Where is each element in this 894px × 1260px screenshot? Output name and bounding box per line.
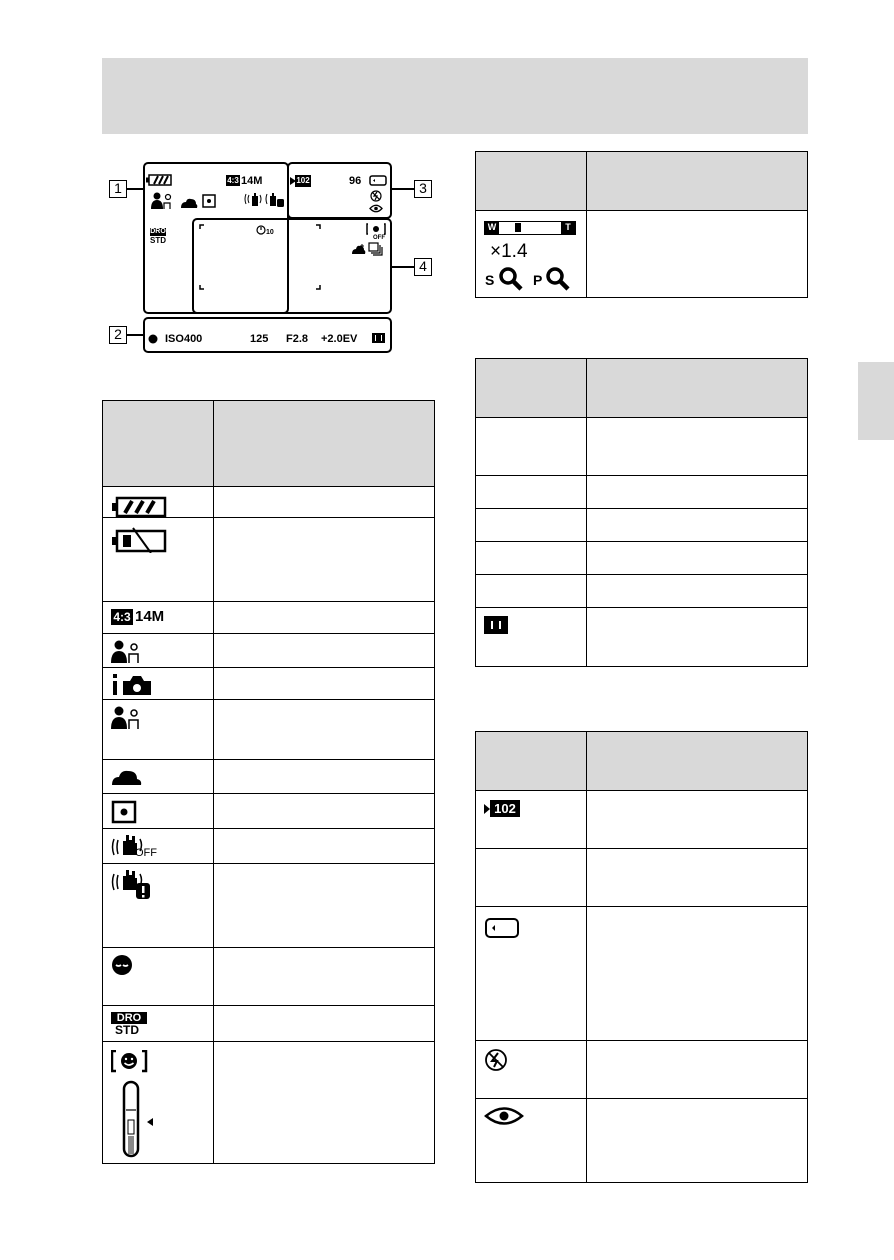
icon-cell <box>103 864 214 948</box>
table-header-row <box>476 732 808 791</box>
icon-cell <box>103 518 214 602</box>
table-row <box>476 849 808 907</box>
table-row <box>103 602 435 634</box>
description-cell <box>586 509 807 542</box>
description-cell <box>586 211 807 298</box>
soft-skin-icon <box>180 197 198 209</box>
zone-1-table <box>102 400 435 1164</box>
icon-cell <box>476 542 587 575</box>
icon-cell <box>103 634 214 668</box>
precision-zoom-magnifier-icon <box>545 266 571 292</box>
image-size-label: 14M <box>135 608 165 625</box>
icon-cell <box>476 1099 587 1183</box>
af-lock-icon <box>148 334 158 344</box>
icon-cell <box>476 476 587 509</box>
smart-zoom-label: S <box>485 272 495 288</box>
scene-recognition-icon <box>151 192 173 210</box>
icon-cell <box>103 760 214 794</box>
table-row <box>476 1041 808 1099</box>
zoom-tele-label: T <box>561 222 575 234</box>
aperture-value: F2.8 <box>286 333 309 345</box>
table-row <box>476 476 808 509</box>
description-cell <box>586 418 807 476</box>
table-row <box>476 575 808 608</box>
battery-remaining-icon <box>111 496 167 518</box>
description-cell <box>586 608 807 667</box>
table-row <box>103 1006 435 1042</box>
zoom-ratio: ×1.4 <box>490 241 528 262</box>
icon-cell <box>103 700 214 760</box>
iso-value: ISO400 <box>165 333 203 345</box>
image-size-aspect-badge: 4:3 <box>111 609 133 625</box>
image-size-aspect-badge: 4:3 <box>227 176 239 185</box>
description-cell <box>213 794 434 829</box>
zone-4-table <box>475 151 808 298</box>
dro-badge-bottom: STD <box>150 236 166 245</box>
table-header-row <box>476 359 808 418</box>
memory-card-icon <box>484 917 520 939</box>
icon-cell <box>103 668 214 700</box>
icon-cell <box>103 487 214 518</box>
table-row <box>103 700 435 760</box>
table-row <box>103 634 435 668</box>
camera-shake-warning-icon <box>111 868 153 900</box>
folder-number-badge: 102 <box>296 176 310 185</box>
description-cell <box>213 1042 434 1164</box>
scene-recognition-icon <box>111 706 141 730</box>
flash-off-icon <box>370 190 382 202</box>
intelligent-auto-icon <box>111 673 155 697</box>
camera-shake-warning-icon <box>265 191 285 207</box>
table-row <box>476 791 808 849</box>
callout-2-leader <box>127 334 143 336</box>
icon-cell <box>476 1041 587 1099</box>
description-cell <box>586 907 807 1041</box>
table-row <box>103 760 435 794</box>
table-row <box>103 948 435 1006</box>
blink-detection-icon <box>111 954 133 976</box>
battery-icon <box>146 174 172 186</box>
callout-2: 2 <box>109 326 127 344</box>
header-cell-indication <box>586 732 807 791</box>
memory-card-icon <box>369 175 387 186</box>
description-cell <box>213 602 434 634</box>
description-cell <box>213 1006 434 1042</box>
header-cell-indication <box>213 401 434 487</box>
metering-spot-icon <box>111 800 137 824</box>
icon-cell <box>476 791 587 849</box>
folder-number-badge: 102 <box>490 800 520 817</box>
table-row <box>476 509 808 542</box>
dro-badge-top: DRO <box>150 228 166 235</box>
description-cell <box>213 668 434 700</box>
red-eye-reduction-icon <box>484 1105 524 1127</box>
table-row <box>476 542 808 575</box>
icon-cell <box>103 829 214 864</box>
description-cell <box>213 634 434 668</box>
smart-zoom-magnifier-icon <box>498 266 524 292</box>
icon-cell <box>476 575 587 608</box>
steadyshot-icon <box>244 191 264 207</box>
table-row <box>476 211 808 298</box>
description-cell <box>586 575 807 608</box>
description-cell <box>213 487 434 518</box>
table-row <box>476 1099 808 1183</box>
header-band <box>102 58 808 134</box>
table-header-row <box>103 401 435 487</box>
icon-cell <box>103 1042 214 1164</box>
flash-off-icon <box>484 1048 508 1072</box>
icon-cell <box>476 849 587 907</box>
table-row <box>103 1042 435 1164</box>
header-cell-display <box>103 401 214 487</box>
smile-shutter-icon <box>351 243 367 255</box>
face-detection-icon <box>366 223 386 235</box>
table-header-row <box>476 152 808 211</box>
af-range-finder-icon <box>372 333 385 343</box>
icon-cell <box>476 608 587 667</box>
table-row <box>103 668 435 700</box>
table-row <box>476 608 808 667</box>
scene-recognition-icon <box>111 640 141 664</box>
icon-cell <box>476 907 587 1041</box>
header-cell-display <box>476 732 587 791</box>
zone-2-table <box>475 358 808 667</box>
callout-3-leader <box>391 188 414 190</box>
description-cell <box>213 518 434 602</box>
header-cell-display <box>476 152 587 211</box>
callout-3: 3 <box>414 180 432 198</box>
table-row <box>103 518 435 602</box>
battery-warning-icon <box>111 527 167 553</box>
icon-cell <box>103 602 214 634</box>
red-eye-icon <box>369 204 383 213</box>
exposure-value: +2.0EV <box>321 333 358 345</box>
soft-skin-icon <box>111 768 145 786</box>
table-row <box>103 794 435 829</box>
description-cell <box>213 864 434 948</box>
shutter-speed: 125 <box>250 333 269 345</box>
description-cell <box>586 1099 807 1183</box>
chapter-tab[interactable] <box>858 362 894 440</box>
icon-cell <box>103 1006 214 1042</box>
description-cell <box>586 1041 807 1099</box>
remaining-count: 96 <box>349 175 362 187</box>
precision-zoom-label: P <box>533 272 543 288</box>
dro-badge-top: DRO <box>111 1012 147 1024</box>
image-size-label: 14M <box>241 175 263 187</box>
description-cell <box>213 948 434 1006</box>
self-timer-icon <box>256 224 266 236</box>
header-cell-indication <box>586 359 807 418</box>
description-cell <box>586 542 807 575</box>
icon-cell <box>103 948 214 1006</box>
callout-1: 1 <box>109 180 127 198</box>
dro-badge-bottom: STD <box>115 1023 139 1037</box>
zoom-wide-label: W <box>485 222 499 234</box>
face-detection-off-label: OFF <box>373 235 385 241</box>
self-timer-seconds: 10 <box>266 229 274 236</box>
table-row <box>103 829 435 864</box>
description-cell <box>586 849 807 907</box>
zoom-scale-bar <box>484 221 576 235</box>
callout-4-leader <box>391 266 414 268</box>
description-cell <box>213 700 434 760</box>
header-cell-indication <box>586 152 807 211</box>
smile-detection-sensitivity-icon <box>111 1050 155 1158</box>
icon-cell <box>476 509 587 542</box>
steadyshot-off-label: OFF <box>135 847 157 859</box>
description-cell <box>213 760 434 794</box>
description-cell <box>586 476 807 509</box>
table-row <box>103 864 435 948</box>
zone-3-table <box>475 731 808 1183</box>
zoom-position-indicator <box>515 223 521 232</box>
callout-1-leader <box>127 188 143 190</box>
table-row <box>103 487 435 518</box>
drive-mode-icon <box>368 242 384 256</box>
icon-cell <box>103 794 214 829</box>
af-range-finder-icon <box>484 616 508 634</box>
table-row <box>476 907 808 1041</box>
description-cell <box>213 829 434 864</box>
table-row <box>476 418 808 476</box>
header-cell-display <box>476 359 587 418</box>
metering-spot-icon <box>202 194 216 208</box>
icon-cell <box>476 418 587 476</box>
icon-cell <box>476 211 587 298</box>
callout-4: 4 <box>414 258 432 276</box>
description-cell <box>586 791 807 849</box>
